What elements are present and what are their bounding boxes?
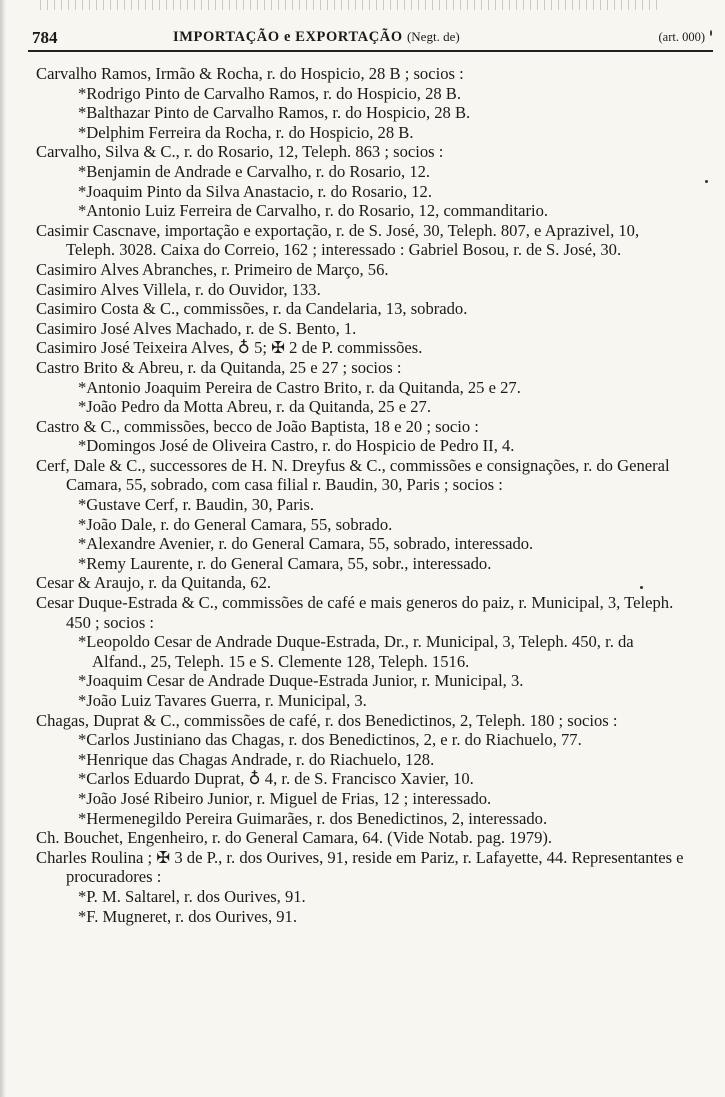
company-entry: Carvalho Ramos, Irmão & Rocha, r. do Hospicio, 28 B ; socios : [36,64,464,83]
scan-noise [40,0,660,10]
section-title [173,29,460,46]
page-edge-shadow [0,0,6,1097]
partner-line: *Leopoldo Cesar de Andrade Duque-Estrada, Dr., r. Municipal, 3, Teleph. 450, r. da Alfand., 25, Teleph. 15 e S. Clemente 128, Teleph. 1516. [78,632,634,671]
company-entry: Casimir Cascnave, importação e exportação, r. de S. José, 30, Teleph. 807, e Aprazivel, 10, Teleph. 3028. Caixa do Correio, 162 ; interessado : Gabriel Bosou, r. de S. José, 30. [36,220,640,260]
ink-speck [640,586,643,589]
partner-line: *Gustave Cerf, r. Baudin, 30, Paris. [78,495,314,515]
page-number: 784 [32,28,58,47]
page-header [28,26,713,52]
section-subtitle: (Negt. de) [406,29,460,44]
company-entry: Cesar Duque-Estrada & C., commissões de café e mais generos do paiz, r. Municipal, 3, Teleph. 450 ; socios : [36,593,674,632]
partner-line: *Joaquim Cesar de Andrade Duque-Estrada Junior, r. Municipal, 3. [78,671,524,691]
partner-line: *Delphim Ferreira da Rocha, r. do Hospicio, 28 B. [78,122,414,142]
partner-line: *Joaquim Pinto da Silva Anastacio, r. do Rosario, 12. [78,181,432,201]
company-entry: Charles Roulina ; ✠ 3 de P., r. dos Ourives, 91, reside em Pariz, r. Lafayette, 44. Representantes e procuradores : [36,847,684,887]
partner-line: *Antonio Joaquim Pereira de Castro Brito, r. da Quitanda, 25 e 27. [78,377,521,397]
partner-line: *Carlos Justiniano das Chagas, r. dos Benedictinos, 2, e r. do Riachuelo, 77. [78,730,582,750]
partner-line: *João Luiz Tavares Guerra, r. Municipal, 3. [78,691,367,710]
partner-line: *João José Ribeiro Junior, r. Miguel de Frias, 12 ; interessado. [78,788,492,808]
partner-line: *Henrique das Chagas Andrade, r. do Riachuelo, 128. [78,749,435,769]
company-entry: Casimiro Alves Villela, r. do Ouvidor, 133. [36,279,321,299]
company-entry: Casimiro José Alves Machado, r. de S. Bento, 1. [36,318,357,338]
company-entry: Cerf, Dale & C., successores de H. N. Dreyfus & C., commissões e consignações, r. do General Camara, 55, sobrado, com casa filial r. Baudin, 30, Paris ; socios : [36,455,670,495]
partner-line: *Carlos Eduardo Duprat, ♁ 4, r. de S. Francisco Xavier, 10. [78,769,474,789]
partner-line: *Domingos José de Oliveira Castro, r. do Hospicio de Pedro II, 4. [78,436,515,456]
partner-line: *Rodrigo Pinto de Carvalho Ramos, r. do Hospicio, 28 B. [78,83,462,103]
company-entry: Castro & C., commissões, becco de João Baptista, 18 e 20 ; socio : [36,416,479,436]
section-title-text: IMPORTAÇÃO e EXPORTAÇÃO [173,29,403,45]
partner-line: *Balthazar Pinto de Carvalho Ramos, r. do Hospicio, 28 B. [78,103,471,123]
partner-line: *Alexandre Avenier, r. do General Camara, 55, sobrado, interessado. [78,534,534,554]
article-number: (art. 000) [658,30,705,44]
partner-line: *Remy Laurente, r. do General Camara, 55, sobr., interessado. [78,553,492,573]
ink-speck [710,30,712,36]
partner-line: *João Pedro da Motta Abreu, r. da Quitanda, 25 e 27. [78,397,432,417]
partner-line: *Hermenegildo Pereira Guimarães, r. dos Benedictinos, 2, interessado. [78,808,548,828]
company-entry: Casimiro Costa & C., commissões, r. da Candelaria, 13, sobrado. [36,299,468,319]
partner-line: *Antonio Luiz Ferreira de Carvalho, r. do Rosario, 12, commanditario. [78,201,549,221]
partner-line: *P. M. Saltarel, r. dos Ourives, 91. [78,886,306,906]
company-entry: Casimiro Alves Abranches, r. Primeiro de Março, 56. [36,259,389,279]
company-entry: Cesar & Araujo, r. da Quitanda, 62. [36,573,272,593]
company-entry: Carvalho, Silva & C., r. do Rosario, 12, Teleph. 863 ; socios : [36,142,444,162]
company-entry: Chagas, Duprat & C., commissões de café, r. dos Benedictinos, 2, Teleph. 180 ; socios : [36,710,618,730]
company-entry: Castro Brito & Abreu, r. da Quitanda, 25 e 27 ; socios : [36,357,402,377]
ink-speck [705,180,708,183]
company-entry: Casimiro José Teixeira Alves, ♁ 5; ✠ 2 de P. commissões. [36,338,423,358]
directory-entries [36,64,686,926]
partner-line: *F. Mugneret, r. dos Ourives, 91. [78,906,297,926]
company-entry: Ch. Bouchet, Engenheiro, r. do General Camara, 64. (Vide Notab. pag. 1979). [36,828,553,848]
partner-line: *João Dale, r. do General Camara, 55, sobrado. [78,514,393,534]
partner-line: *Benjamin de Andrade e Carvalho, r. do Rosario, 12. [78,161,431,181]
